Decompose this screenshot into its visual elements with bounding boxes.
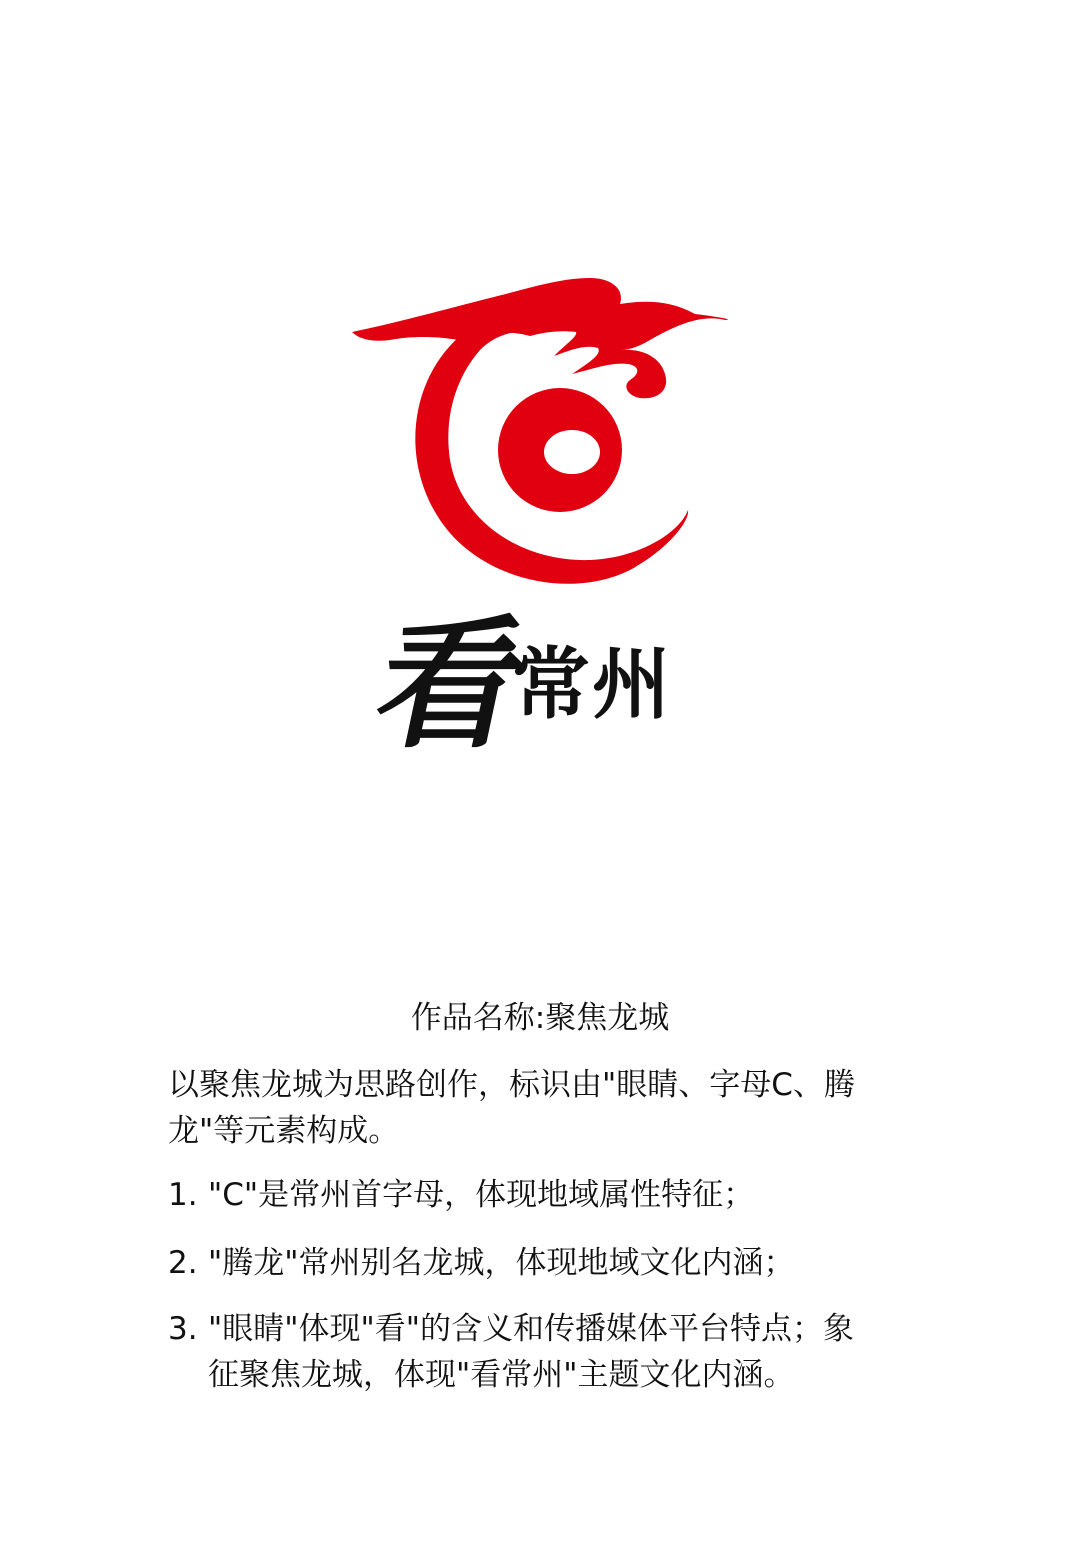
- item-number: 3.: [168, 1311, 198, 1347]
- work-title: 作品名称:聚焦龙城: [410, 1000, 670, 1036]
- logo-char-kan: 看: [362, 602, 540, 768]
- item-text: "腾龙"常州别名龙城，体现地域文化内涵；: [208, 1245, 795, 1281]
- item-text-line2: 征聚焦龙城，体现"看常州"主题文化内涵。: [208, 1357, 795, 1393]
- logo-wordmark: [362, 602, 740, 768]
- logo-char-changzhou: 常州: [512, 640, 673, 730]
- description-item-2: [168, 1240, 913, 1286]
- description-item-1: [168, 1172, 913, 1218]
- item-text: "C"是常州首字母，体现地域属性特征；: [208, 1177, 755, 1213]
- logo: [340, 270, 740, 770]
- dragon-c-eye-icon: [340, 270, 740, 615]
- description-intro: 以聚焦龙城为思路创作，标识由"眼睛、字母C、腾龙"等元素构成。: [168, 1067, 855, 1149]
- item-number: 2.: [168, 1245, 198, 1281]
- item-number: 1.: [168, 1177, 198, 1213]
- description-item-3: [168, 1306, 913, 1398]
- item-text: "眼睛"体现"看"的含义和传播媒体平台特点；象: [208, 1311, 855, 1347]
